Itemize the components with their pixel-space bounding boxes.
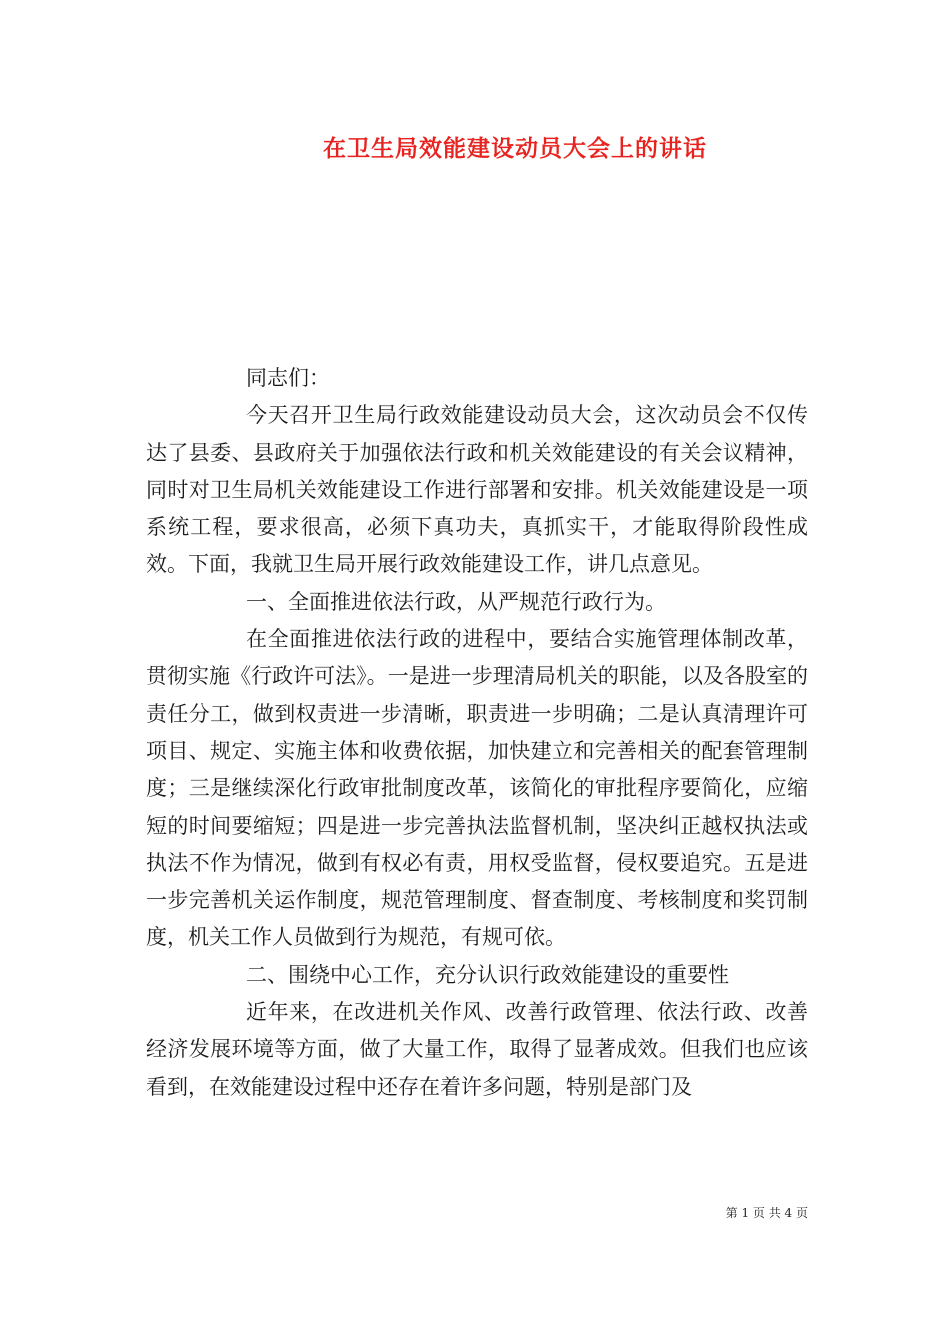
- section-2-paragraph: 近年来，在改进机关作风、改善行政管理、依法行政、改善经济发展环境等方面，做了大量工作，取得了显著成效。但我们也应该看到，在效能建设过程中还存在着许多问题，特别是部门及: [146, 1000, 808, 1099]
- section-heading-2: 二、围绕中心工作，充分认识行政效能建设的重要性: [246, 962, 729, 987]
- document-title: 在卫生局效能建设动员大会上的讲话: [323, 135, 707, 162]
- page-number-footer: 第 1 页 共 4 页: [725, 1206, 808, 1220]
- section-1-paragraph: 在全面推进依法行政的进程中，要结合实施管理体制改革，贯彻实施《行政许可法》。一是进一步理清局机关的职能，以及各股室的责任分工，做到权责进一步清晰，职责进一步明确；二是认真清理许可项目、规定、实施主体和收费依据，加快建立和完善相关的配套管理制度；三是继续深化行政审批制度改革，该简化的审批程序要简化，应缩短的时间要缩短；四是进一步完善执法监督机制，坚决纠正越权执法或执法不作为情况，做到有权必有责，用权受监督，侵权要追究。五是进一步完善机关运作制度，规范管理制度、督查制度、考核制度和奖罚制度，机关工作人员做到行为规范，有规可依。: [146, 627, 808, 950]
- section-heading-1: 一、全面推进依法行政，从严规范行政行为。: [246, 589, 666, 614]
- intro-paragraph: 今天召开卫生局行政效能建设动员大会，这次动员会不仅传达了县委、县政府关于加强依法行政和机关效能建设的有关会议精神，同时对卫生局机关效能建设工作进行部署和安排。机关效能建设是一项系统工程，要求很高，必须下真功夫，真抓实干，才能取得阶段性成效。下面，我就卫生局开展行政效能建设工作，讲几点意见。: [146, 403, 808, 577]
- salutation-paragraph: 同志们：: [246, 366, 330, 390]
- document-body: [146, 360, 808, 1106]
